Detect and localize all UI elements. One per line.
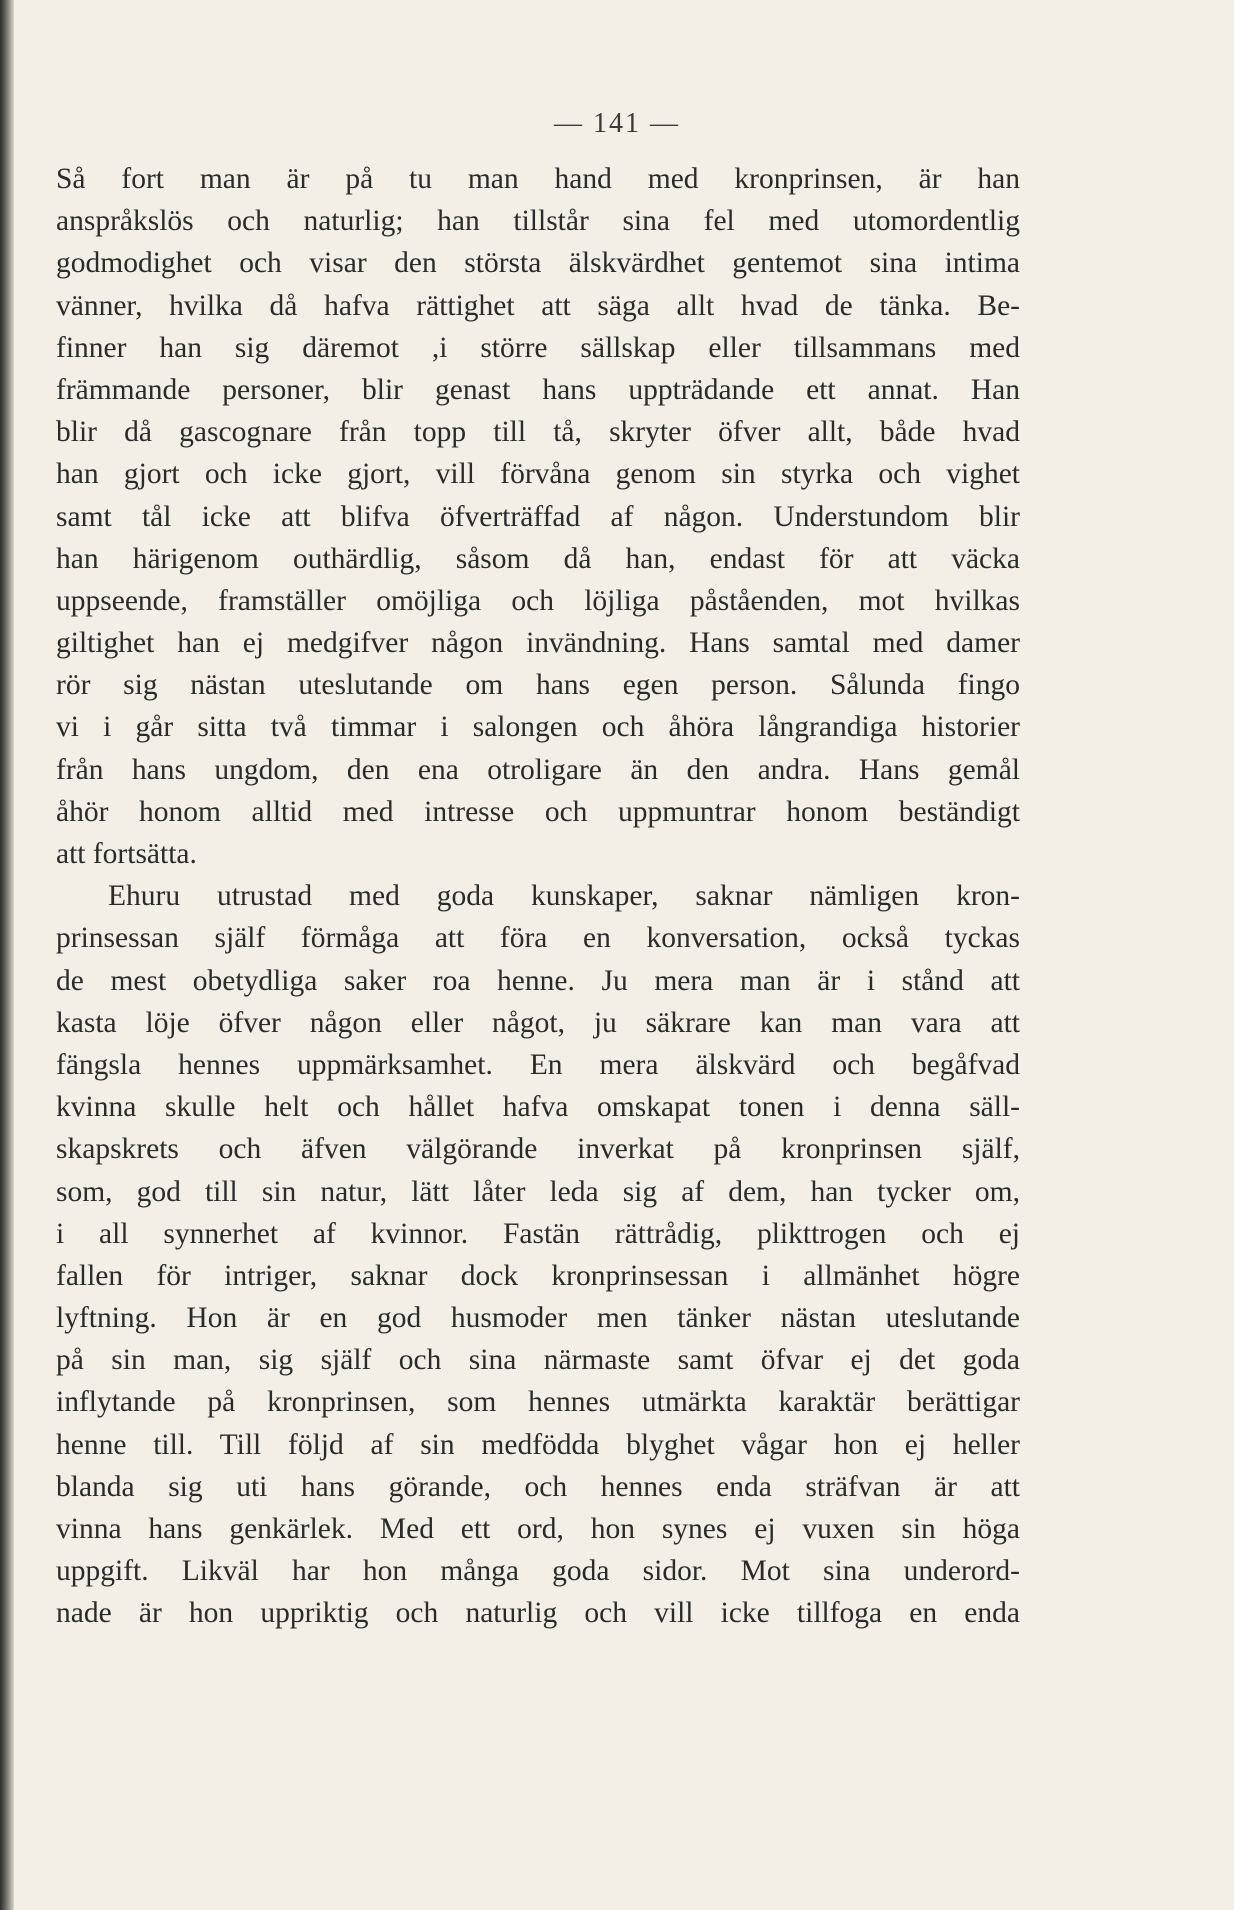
body-text — [56, 158, 1020, 1635]
text-line: vinna hans genkärlek. Med ett ord, hon synes ej vuxen sin höga — [56, 1513, 1020, 1545]
text-line: främmande personer, blir genast hans uppträdande ett annat. Han — [56, 373, 1020, 406]
text-line: prinsessan själf förmåga att föra en konversation, också tyckas — [56, 922, 1020, 955]
text-line: lyftning. Hon är en god husmoder men tänker nästan uteslutande — [56, 1302, 1020, 1335]
text-line: blir då gascognare från topp till tå, skryter öfver allt, både hvad — [56, 416, 1020, 449]
text-line: vi i går sitta två timmar i salongen och åhöra långrandiga historier — [56, 711, 1020, 744]
text-line: i all synnerhet af kvinnor. Fastän rättrådig, plikttrogen och ej — [56, 1217, 1020, 1250]
text-line: henne till. Till följd af sin medfödda blyghet vågar hon ej heller — [56, 1428, 1020, 1461]
text-line: skapskrets och äfven välgörande inverkat på kronprinsen själf, — [56, 1133, 1020, 1166]
text-line: godmodighet och visar den största älskvärdhet gentemot sina intima — [56, 247, 1020, 280]
text-line: uppseende, framställer omöjliga och löjliga påståenden, mot hvilkas — [56, 584, 1020, 617]
text-line: rör sig nästan uteslutande om hans egen person. Sålunda fingo — [56, 669, 1020, 702]
text-line: fängsla hennes uppmärksamhet. En mera älskvärd och begåfvad — [56, 1048, 1020, 1081]
text-line: han härigenom outhärdlig, såsom då han, endast för att väcka — [56, 542, 1020, 575]
paragraph-2 — [56, 875, 1020, 1634]
text-line: blanda sig uti hans görande, och hennes enda sträfvan är att — [56, 1470, 1020, 1503]
paragraph-1 — [56, 158, 1020, 875]
text-line: fallen för intriger, saknar dock kronprinsessan i allmänhet högre — [56, 1259, 1020, 1292]
text-line: giltighet han ej medgifver någon invändning. Hans samtal med damer — [56, 627, 1020, 660]
text-line: åhör honom alltid med intresse och uppmuntrar honom beständigt — [56, 795, 1020, 828]
text-line: samt tål icke att blifva öfverträffad af någon. Understundom blir — [56, 500, 1020, 533]
text-line: som, god till sin natur, lätt låter leda sig af dem, han tycker om, — [56, 1175, 1020, 1208]
text-line: kvinna skulle helt och hållet hafva omskapat tonen i denna säll- — [56, 1091, 1020, 1124]
book-binding-edge — [0, 0, 14, 1910]
page-number: — 141 — — [554, 108, 680, 139]
text-line: från hans ungdom, den ena otroligare än den andra. Hans gemål — [56, 753, 1020, 786]
text-line: nade är hon uppriktig och naturlig och vill icke tillfoga en enda — [56, 1597, 1020, 1630]
text-line: Ehuru utrustad med goda kunskaper, saknar nämligen kron- — [108, 880, 1020, 913]
text-line: på sin man, sig själf och sina närmaste samt öfvar ej det goda — [56, 1344, 1020, 1377]
text-line: kasta löje öfver någon eller något, ju säkrare kan man vara att — [56, 1006, 1020, 1039]
text-line: uppgift. Likväl har hon många goda sidor. Mot sina underord- — [56, 1555, 1020, 1588]
text-line: finner han sig däremot ,i större sällskap eller tillsammans med — [56, 331, 1020, 364]
text-line: anspråkslös och naturlig; han tillstår sina fel med utomordentlig — [56, 205, 1020, 238]
text-line: inflytande på kronprinsen, som hennes utmärkta karaktär berättigar — [56, 1386, 1020, 1419]
text-line: vänner, hvilka då hafva rättighet att säga allt hvad de tänka. Be- — [56, 289, 1020, 322]
text-line: de mest obetydliga saker roa henne. Ju mera man är i stånd att — [56, 964, 1020, 997]
text-line: han gjort och icke gjort, vill förvåna genom sin styrka och vighet — [56, 458, 1020, 491]
text-line: att fortsätta. — [56, 838, 197, 870]
text-line: Så fort man är på tu man hand med kronprinsen, är han — [56, 163, 1020, 195]
